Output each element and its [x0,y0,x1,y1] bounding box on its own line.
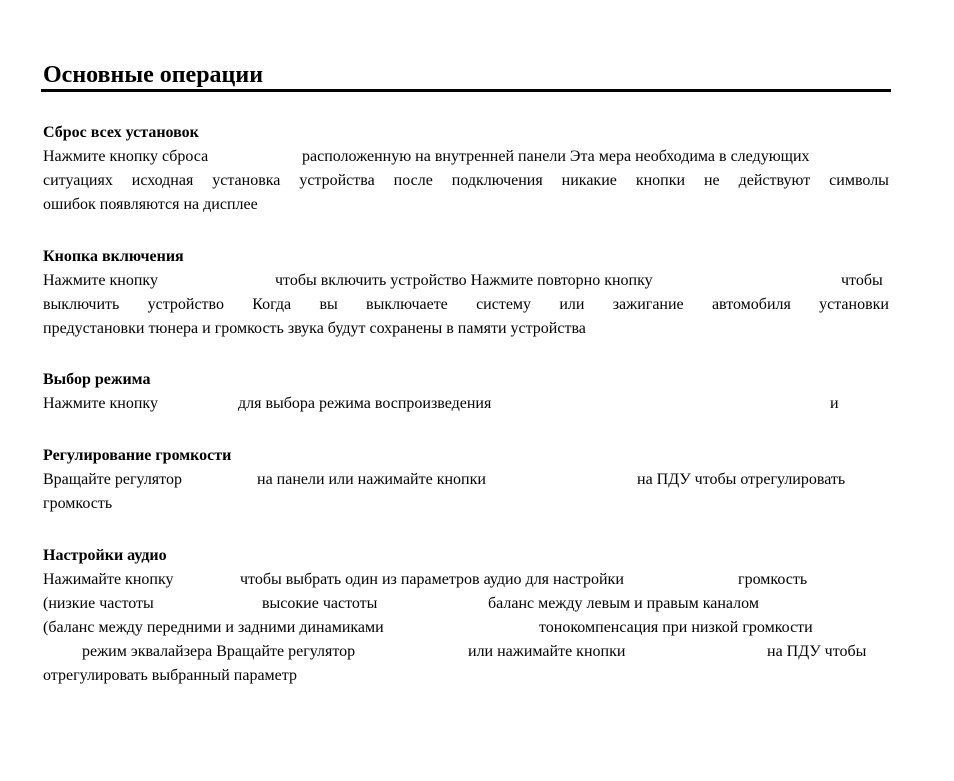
word: никакие [561,172,617,189]
power-line-1 [43,269,889,293]
word: установки [819,296,889,313]
word: после [393,172,433,189]
reset-line-1 [43,145,889,169]
section-heading-reset: Сброс всех установок [43,124,199,141]
power-line-1-c: чтобы [841,272,883,289]
audio-line-3-b: тонокомпенсация при низкой громкости [539,619,813,636]
audio-line-2-a: (низкие частоты [43,595,154,612]
section-heading-volume: Регулирование громкости [43,447,232,464]
section-heading-audio: Настройки аудио [43,547,167,564]
title-divider [41,89,891,92]
word: систему [476,296,532,313]
audio-line-4-a: режим эквалайзера Вращайте регулятор [82,643,356,660]
audio-line-4-b: или нажимайте кнопки [468,643,626,660]
section-reset [43,121,889,217]
power-line-2 [43,293,889,317]
word: выключаете [366,296,448,313]
audio-line-1-c: громкость [738,571,808,588]
audio-line-2 [43,592,889,616]
mode-line-1-b: для выбора режима воспроизведения [238,395,492,412]
section-mode [43,368,889,416]
volume-line-1-c: на ПДУ чтобы отрегулировать [637,471,846,488]
audio-line-1-a: Нажимайте кнопку [43,571,174,588]
word: или [559,296,585,313]
word: символы [829,172,889,189]
power-line-1-b: чтобы включить устройство Нажмите повторно кнопку [275,272,653,289]
power-line-3: предустановки тюнера и громкость звука будут сохранены в памяти устройства [43,320,586,337]
section-audio [43,544,889,688]
mode-line-1 [43,392,889,416]
section-power [43,245,889,341]
word: кнопки [635,172,686,189]
page-title: Основные операции [43,62,264,88]
power-line-1-a: Нажмите кнопку [43,272,158,289]
mode-line-1-a: Нажмите кнопку [43,395,158,412]
audio-line-1-b: чтобы выбрать один из параметров аудио для настройки [240,571,624,588]
volume-line-1 [43,468,889,492]
word: устройства [299,172,375,189]
word: ситуациях [43,172,113,189]
word: исходная [131,172,194,189]
section-heading-power: Кнопка включения [43,248,184,265]
section-volume [43,444,889,516]
audio-line-2-b: высокие частоты [262,595,378,612]
audio-line-2-c: баланс между левым и правым каналом [488,595,759,612]
audio-line-3-a: (баланс между передними и задними динамиками [43,619,384,636]
volume-line-1-b: на панели или нажимайте кнопки [257,471,486,488]
word: автомобиля [711,296,791,313]
word: Когда [252,296,292,313]
word: установка [212,172,281,189]
mode-line-1-c: и [830,395,839,412]
section-heading-mode: Выбор режима [43,371,151,388]
audio-line-3 [43,616,889,640]
audio-line-4 [43,640,889,664]
word: вы [319,296,338,313]
audio-line-4-c: на ПДУ чтобы [767,643,867,660]
word: зажигание [612,296,684,313]
volume-line-2: громкость [43,495,113,512]
reset-line-3: ошибок появляются на дисплее [43,196,258,213]
word: действуют [738,172,811,189]
volume-line-1-a: Вращайте регулятор [43,471,182,488]
word: устройство [147,296,224,313]
reset-line-1-a: Нажмите кнопку сброса [43,148,209,165]
audio-line-1 [43,568,889,592]
reset-line-1-b: расположенную на внутренней панели Эта мера необходима в следующих [302,148,810,165]
word: не [703,172,720,189]
word: выключить [43,296,120,313]
audio-line-5: отрегулировать выбранный параметр [43,667,297,684]
reset-line-2 [43,169,889,193]
word: подключения [451,172,543,189]
